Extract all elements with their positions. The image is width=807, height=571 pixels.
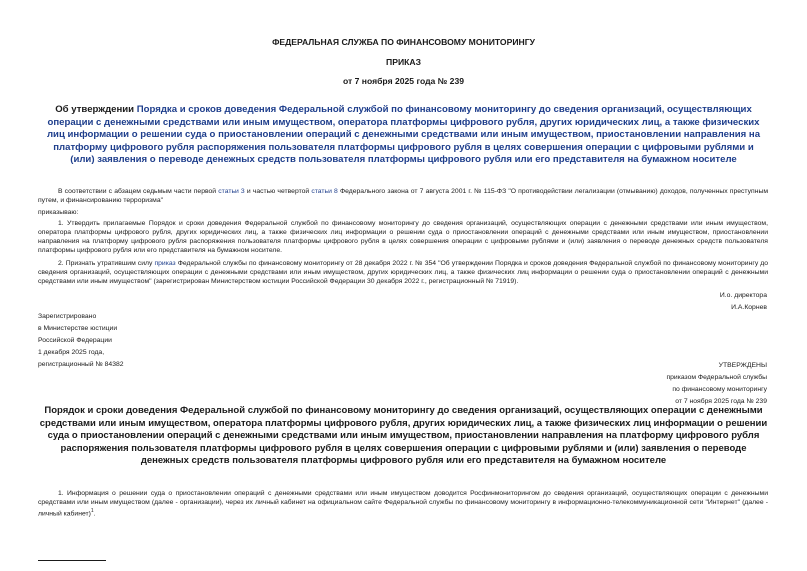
order-title	[40, 104, 767, 167]
footnote-divider	[38, 560, 106, 561]
registration-block	[38, 311, 124, 371]
signature-name: И.А.Корнев	[731, 304, 767, 311]
article-3-link[interactable]: статьи 3	[218, 188, 245, 195]
annex-paragraph-1-end: .	[93, 510, 96, 518]
order-title-link[interactable]: Порядка и сроков доведения Федеральной службой по финансовому мониторингу до сведения организаций, осуществляющих операции с денежными средствами или иным имуществом, оператора платформы цифрового рубля, других юридических лиц, а также физических лиц информации о решении суда о приостановлении операций с денежными средствами или иным имуществом, приостановлении направления на платформу цифрового рубля распоряжения пользователя платформы цифрового рубля в целях совершения операции с цифровыми рублями и (или) заявления о переводе денежных средств пользователя платформы цифрового рубля или его представителя на бумажном носителе	[46, 104, 761, 166]
preamble-text-2: и частью четвертой	[244, 188, 312, 195]
annex-paragraph-1-text: 1. Информация о решении суда о приостановлении операций с денежными средствами или иным имуществом доводится Росфинмониторингом до сведения организаций, осуществляющих операции с денежными средствами или иным имуществом (далее - организации), через их личный кабинет на официальном сайте Федеральной службы по финансовому мониторингу в информационно-телекоммуникационной сети "Интернет" (далее - личный кабинет)	[38, 490, 768, 518]
doc-type: ПРИКАЗ	[386, 57, 421, 67]
signature-block	[720, 290, 767, 314]
item-1: 1. Утвердить прилагаемые Порядок и сроки доведения Федеральной службой по финансовому мониторингу до сведения организаций, осуществляющих операции с денежными средствами или иным имуществом, оператора платформы цифрового рубля, других юридических лиц, а также физических лиц информации о решении суда о приостановлении операций с денежными средствами или иным имуществом, приостановлении направления на платформу цифрового рубля распоряжения пользователя платформы цифрового рубля в целях совершения операции с цифровыми рублями и (или) заявления о переводе денежных средств пользователя платформы цифрового рубля или его представителя на бумажном носителе.	[38, 220, 768, 255]
signature-role: И.о. директора	[719, 292, 767, 299]
agency-name: ФЕДЕРАЛЬНАЯ СЛУЖБА ПО ФИНАНСОВОМУ МОНИТОРИНГУ	[272, 37, 535, 47]
approved-line-1: УТВЕРЖДЕНЫ	[718, 362, 767, 369]
item-2-text-a: 2. Признать утратившим силу	[58, 260, 155, 267]
registration-line-2: в Министерстве юстиции	[38, 325, 118, 332]
approved-line-4: от 7 ноября 2025 года № 239	[675, 398, 767, 405]
orders-word: приказываю:	[38, 209, 79, 216]
item-2-order-link[interactable]: приказ	[154, 260, 176, 267]
approved-line-2: приказом Федеральной службы	[666, 374, 767, 381]
article-8-link[interactable]: статьи 8	[311, 188, 338, 195]
footnote-ref[interactable]: 1	[90, 508, 94, 515]
annex-title: Порядок и сроки доведения Федеральной службой по финансовому мониторингу до сведения организаций, осуществляющих операции с денежными средствами или иным имуществом, оператора платформы цифрового рубля, других юридических лиц, а также физических лиц информации о решении суда о приостановлении операций с денежными средствами или иным имуществом, приостановлении направления на платформу цифрового рубля распоряжения пользователя платформы цифрового рубля в целях совершения операции с цифровыми рублями и (или) заявления о переводе денежных средств пользователя платформы цифрового рубля или его представителя на бумажном носителе	[39, 405, 768, 467]
registration-line-3: Российской Федерации	[38, 337, 112, 344]
registration-line-1: Зарегистрировано	[38, 313, 97, 320]
preamble-text-1: В соответствии с абзацем седьмым части первой	[58, 188, 219, 195]
order-title-prefix: Об утверждении	[55, 104, 137, 115]
doc-date-number: от 7 ноября 2025 года № 239	[342, 76, 465, 86]
registration-line-4: 1 декабря 2025 года,	[38, 349, 105, 356]
item-2-text-b: Федеральной службы по финансовому мониторингу от 28 декабря 2022 г. № 354 "Об утверждении Порядка и сроков доведения Федеральной службой по финансовому мониторингу до сведения организаций, осуществляющих операции с денежными средствами или иным имуществом, других юридических лиц, а также физических лиц информации о решении суда о приостановлении операций с денежными средствами или иным имуществом" (зарегистрирован Министерством юстиции Российской Федерации 30 декабря 2022 г., регистрационный № 71919).	[38, 260, 769, 286]
preamble-text-3: Федерального закона от 7 августа 2001 г. № 115-ФЗ "О противодействии легализации (отмыванию) доходов, полученных преступным путем, и финансированию терроризма"	[38, 188, 769, 205]
approved-line-3: по финансовому мониторингу	[672, 386, 767, 393]
registration-line-5: регистрационный № 84382	[38, 361, 124, 368]
annex-paragraph-1	[38, 489, 768, 519]
approved-block	[666, 360, 767, 408]
preamble	[38, 187, 768, 205]
item-2	[38, 259, 768, 286]
